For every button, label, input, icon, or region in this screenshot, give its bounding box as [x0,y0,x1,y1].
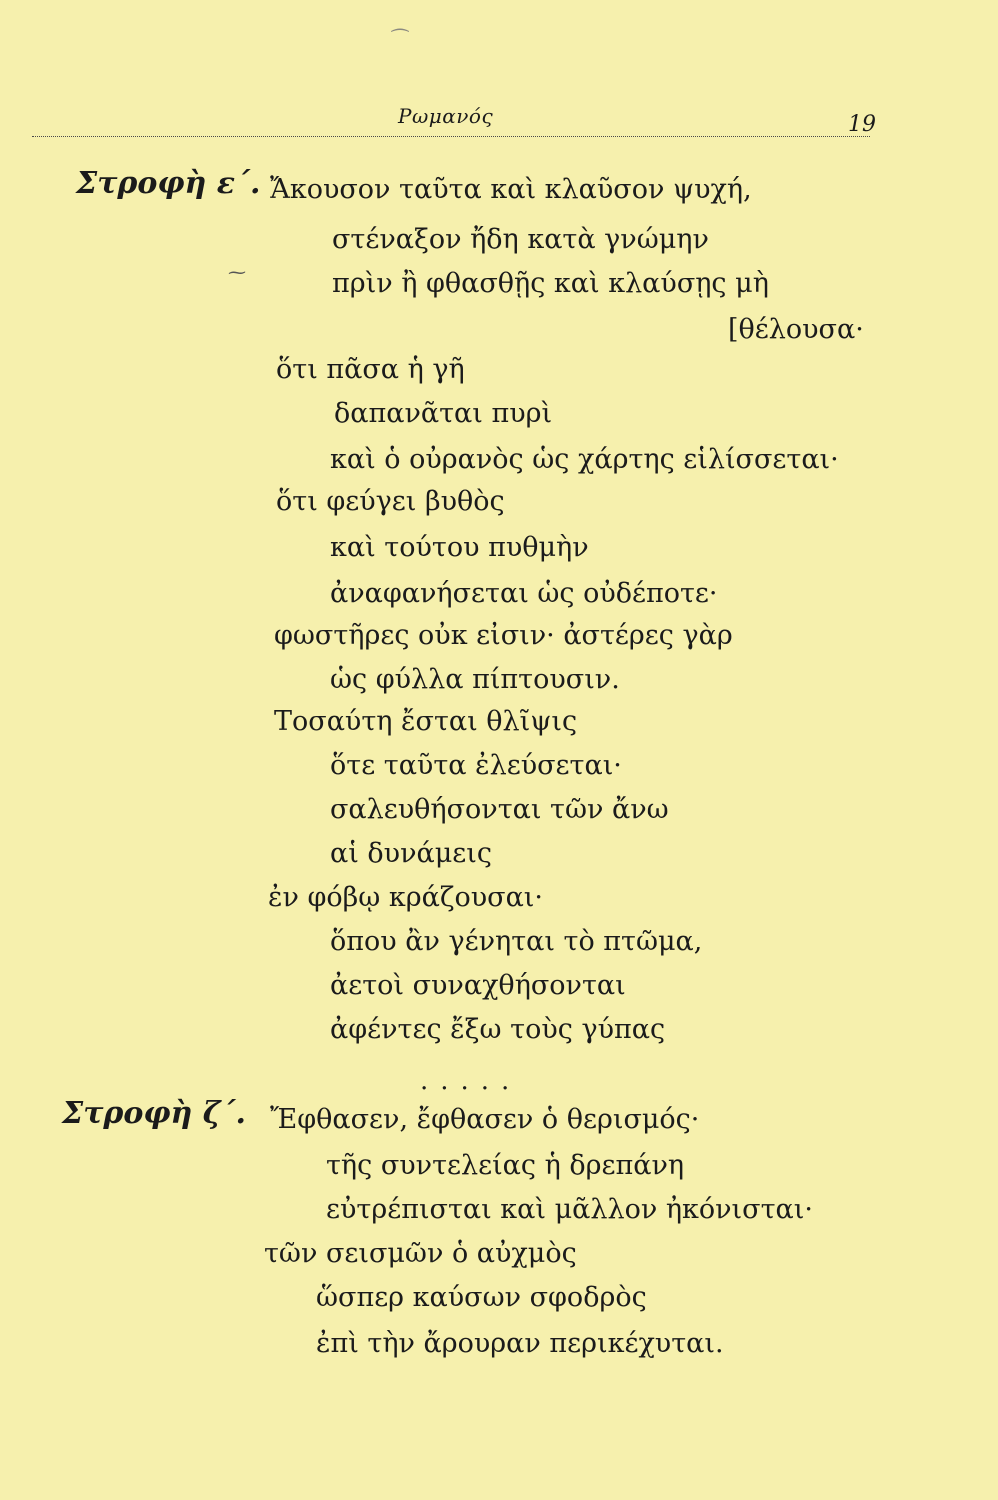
verse-line: ὅπου ἂν γένηται τὸ πτῶμα, [330,926,703,957]
verse-line: τῆς συντελείας ἡ δρεπάνη [326,1150,685,1181]
page-number: 19 [848,112,876,137]
verse-line: ἀφέντες ἔξω τοὺς γύπας [330,1014,666,1045]
verse-line: δαπανᾶται πυρὶ [334,398,553,429]
verse-line: αἱ δυνάμεις [330,838,492,869]
stanza-label-5: Στροφὴ ε΄. [76,166,261,201]
margin-mark-icon: ⁓ [228,262,246,283]
verse-line: φωστῆρες οὐκ εἰσιν· ἀστέρες γὰρ [274,620,733,651]
verse-line: ἐπὶ τὴν ἄρουραν περικέχυται. [316,1328,724,1359]
verse-line: πρὶν ἢ φθασθῇς καὶ κλαύσῃς μὴ [332,268,769,299]
verse-line: τῶν σεισμῶν ὁ αὐχμὸς [264,1238,577,1269]
verse-line: καὶ τούτου πυθμὴν [330,532,589,563]
running-head: Ρωμανός [398,104,494,128]
verse-line: ἀετοὶ συναχθήσονται [330,970,626,1001]
verse-line: ὅτε ταῦτα ἐλεύσεται· [330,750,622,781]
verse-line: ὅτι φεύγει βυθὸς [276,486,505,517]
verse-line: στέναξον ἤδη κατὰ γνώμην [332,224,709,255]
header-rule [32,136,870,137]
verse-line: ἐν φόβῳ κράζουσαι· [268,882,543,913]
verse-line: ἀναφανήσεται ὡς οὐδέποτε· [330,578,718,609]
ink-smudge-icon: ⁀ [392,28,409,52]
stanza-label-6: Στροφὴ ζ΄. [62,1096,246,1131]
verse-line: Ἄκουσον ταῦτα καὶ κλαῦσον ψυχή, [270,174,752,205]
verse-line: Τοσαύτη ἔσται θλῖψις [274,706,578,737]
verse-line: ὅτι πᾶσα ἡ γῆ [276,354,465,385]
stanza-ellipsis: ..... [420,1066,522,1096]
verse-line: Ἔφθασεν, ἔφθασεν ὁ θερισμός· [270,1104,700,1135]
verse-line: σαλευθήσονται τῶν ἄνω [330,794,669,825]
verse-line: ὡς φύλλα πίπτουσιν. [330,664,620,695]
verse-line: εὐτρέπισται καὶ μᾶλλον ἠκόνισται· [326,1194,813,1225]
verse-line: ὥσπερ καύσων σφοδρὸς [316,1282,647,1313]
verse-line-continuation: [θέλουσα· [728,314,864,345]
verse-line: καὶ ὁ οὐρανὸς ὡς χάρτης εἱλίσσεται· [330,444,839,475]
